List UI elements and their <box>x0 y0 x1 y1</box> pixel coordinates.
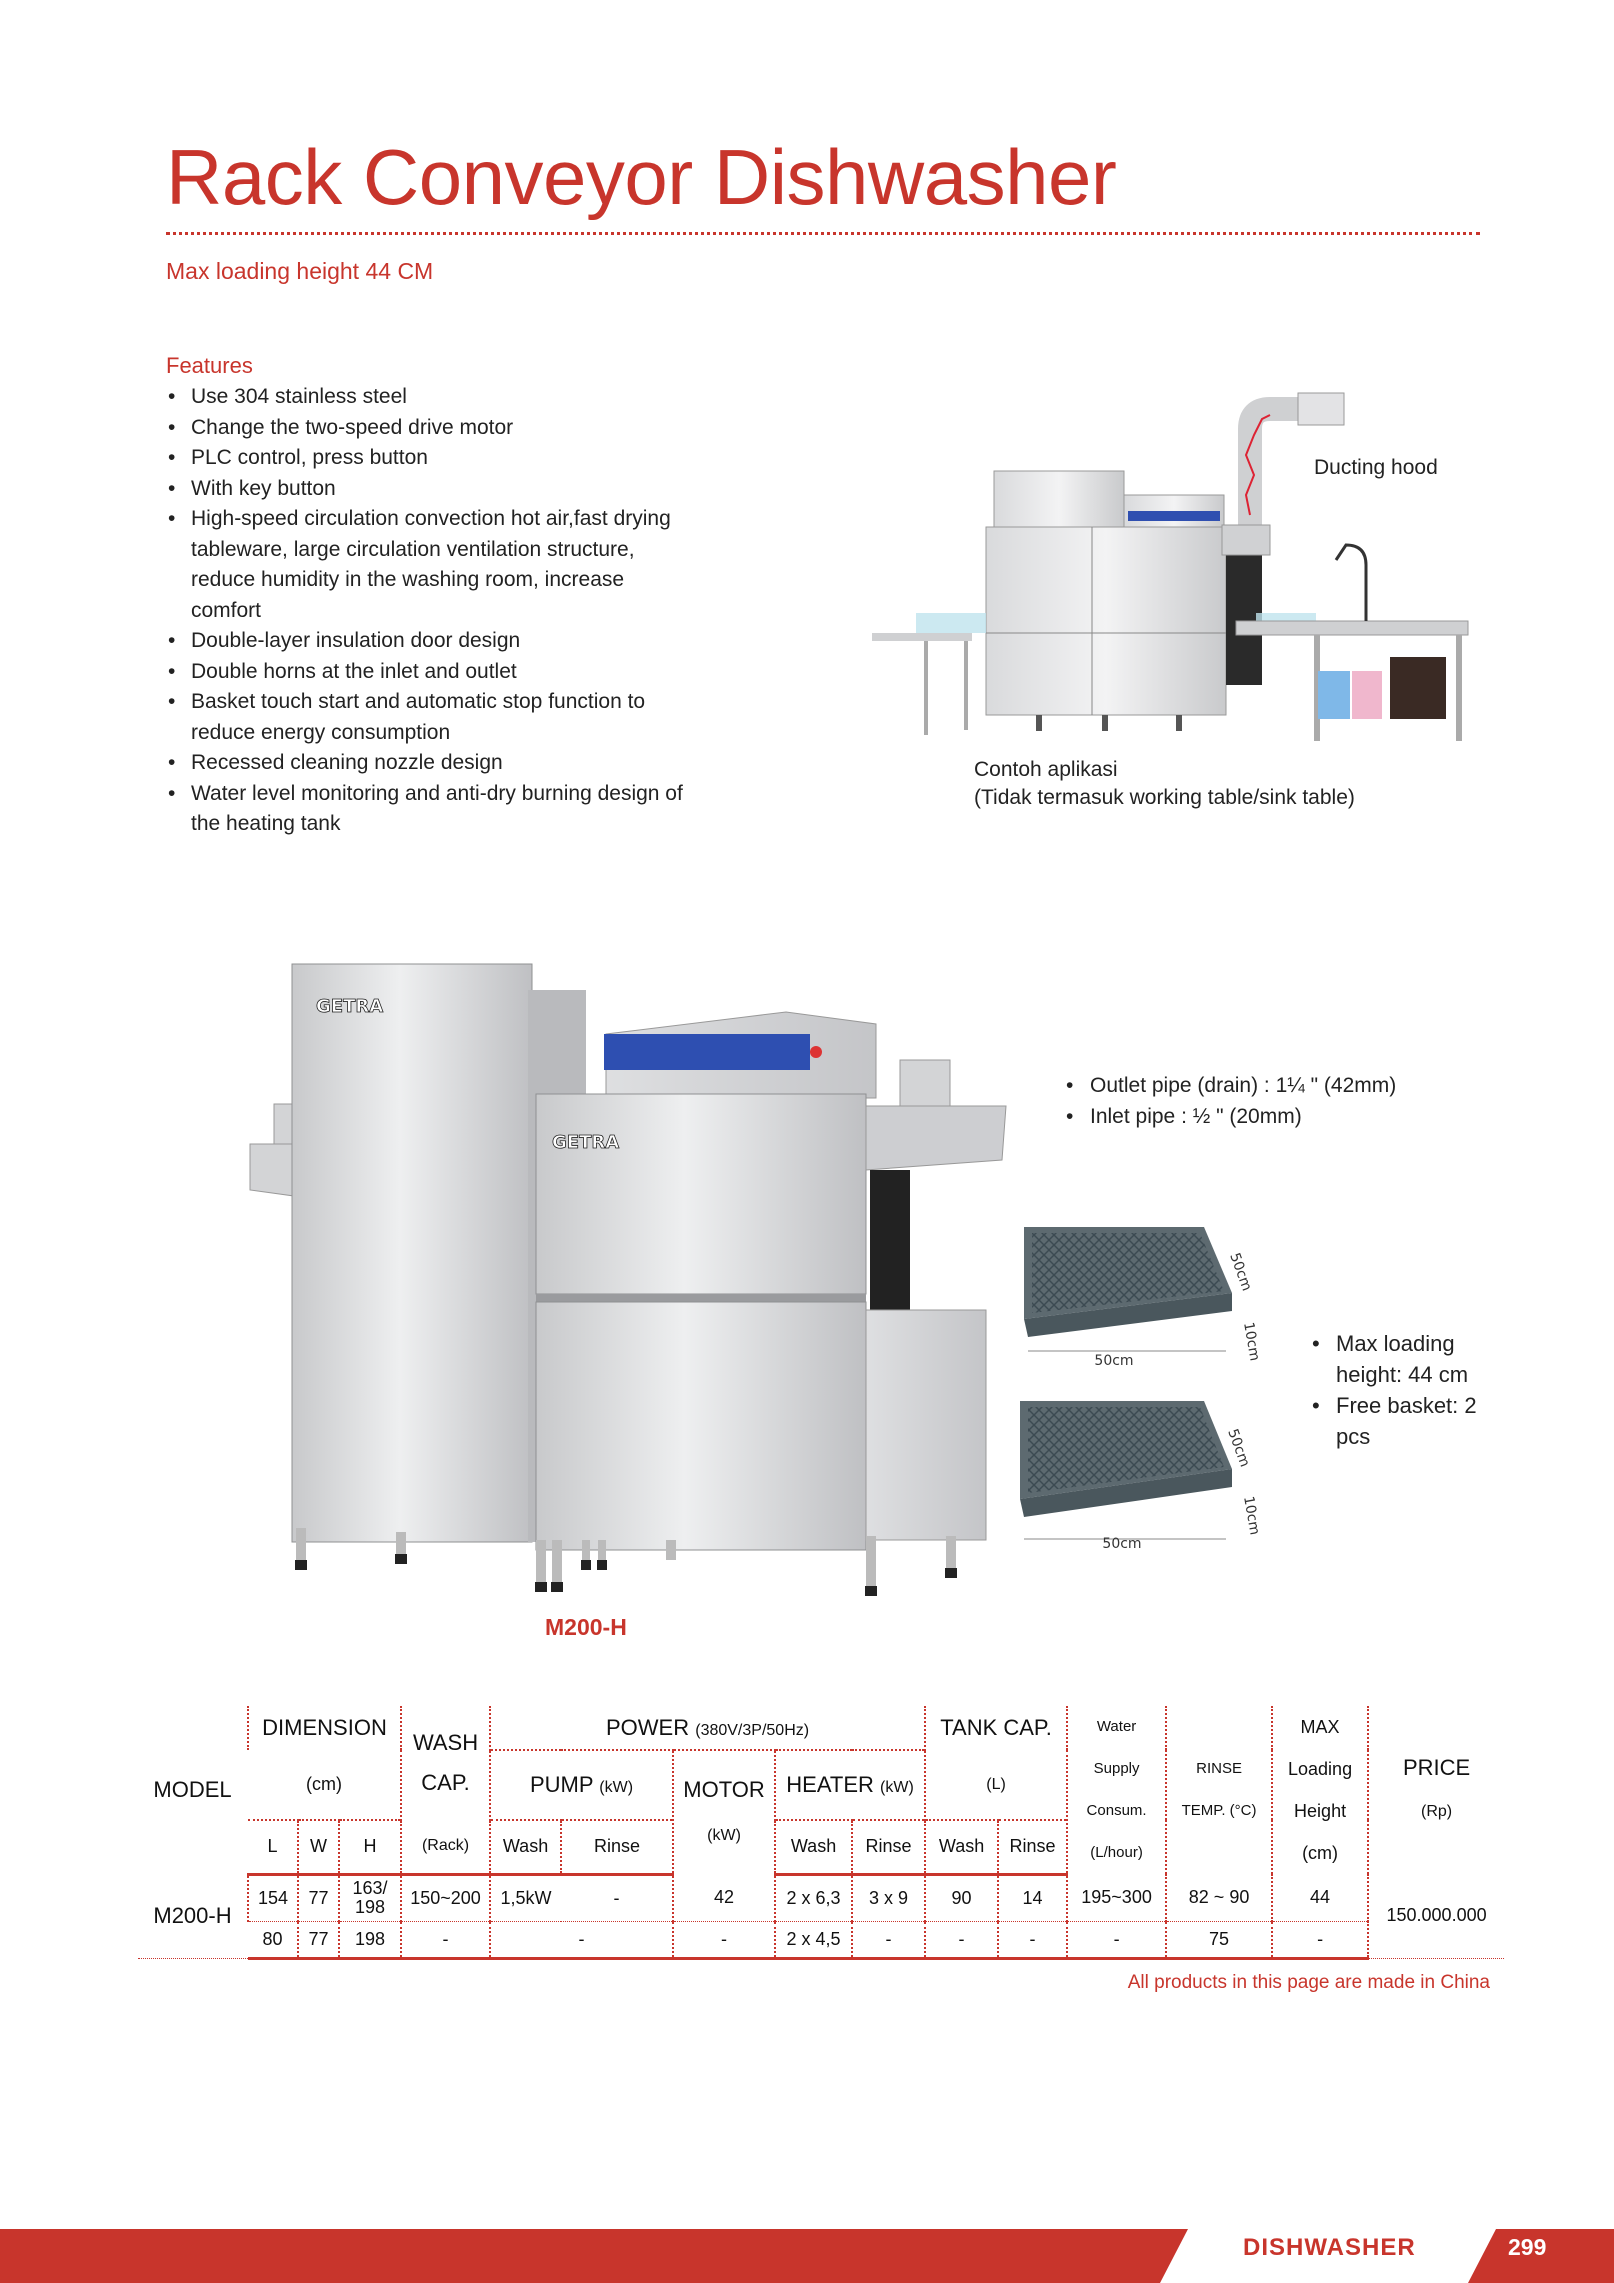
pipe-specs <box>1064 1070 1396 1132</box>
spec-table <box>138 1706 1504 1960</box>
th-pump-rinse: Rinse <box>561 1820 673 1874</box>
table-cell: - <box>401 1921 490 1958</box>
th-dimension-label: DIMENSION <box>262 1715 387 1740</box>
table-cell: - <box>490 1921 673 1958</box>
caption-line: Contoh aplikasi <box>974 758 1118 781</box>
feature-item: • Double horns at the inlet and outlet <box>166 657 686 688</box>
brand-logo: GETRA <box>316 996 384 1017</box>
table-cell: 3 x 9 <box>852 1874 925 1921</box>
made-in-note: All products in this page are made in China <box>1127 1972 1490 1993</box>
th-price-label: PRICE <box>1402 1755 1471 1780</box>
table-cell: - <box>673 1921 775 1958</box>
th-max-loading <box>1272 1706 1368 1874</box>
feature-item: • Recessed cleaning nozzle design <box>166 748 686 779</box>
application-illustration <box>866 385 1470 770</box>
feature-item: • Water level monitoring and anti-dry burning design of the heating tank <box>166 779 686 840</box>
feature-item: • Double-layer insulation door design <box>166 626 686 657</box>
th-w: W <box>298 1820 339 1874</box>
th-max-line: (cm) <box>1302 1843 1339 1863</box>
table-cell: 42 <box>673 1874 775 1921</box>
feature-item: • With key button <box>166 474 686 505</box>
caption-line: (Tidak termasuk working table/sink table) <box>974 786 1355 809</box>
basket-notes <box>1310 1328 1510 1452</box>
th-price <box>1368 1706 1504 1874</box>
basket-depth-label: 50cm <box>1226 1250 1255 1294</box>
th-power-unit: (380V/3P/50Hz) <box>695 1721 810 1739</box>
table-cell-price: 150.000.000 <box>1368 1874 1504 1958</box>
th-rinse-temp-line: RINSE <box>1196 1760 1242 1777</box>
table-cell: - <box>925 1921 998 1958</box>
basket-depth-label: 50cm <box>1224 1426 1253 1470</box>
th-pump-wash: Wash <box>490 1820 561 1874</box>
feature-item: • Use 304 stainless steel <box>166 382 686 413</box>
th-heater-rinse: Rinse <box>852 1820 925 1874</box>
th-price-unit: (Rp) <box>1421 1803 1453 1820</box>
th-h: H <box>339 1820 401 1874</box>
th-power-label: POWER <box>605 1714 690 1740</box>
th-wash-cap-label2: CAP. <box>421 1770 470 1795</box>
table-cell: 163/ 198 <box>339 1874 401 1921</box>
page-number: 299 <box>1508 2234 1547 2260</box>
table-cell: 150~200 <box>401 1874 490 1921</box>
table-cell: - <box>561 1874 673 1921</box>
th-wash-cap-unit: (Rack) <box>401 1820 490 1874</box>
th-max-line: Height <box>1294 1801 1347 1821</box>
th-heater-wash: Wash <box>775 1820 852 1874</box>
th-water-line: (L/hour) <box>1090 1844 1143 1861</box>
features-list <box>166 382 686 840</box>
page-title: Rack Conveyor Dishwasher <box>166 133 1117 221</box>
th-motor-label: MOTOR <box>683 1776 765 1802</box>
th-max-line: Loading <box>1288 1759 1353 1779</box>
basket-height-label: 10cm <box>1240 1320 1263 1363</box>
basket-width-label: 50cm <box>1094 1353 1134 1369</box>
th-tank-wash: Wash <box>925 1820 998 1874</box>
table-cell: 154 <box>248 1874 298 1921</box>
model-label: M200-H <box>545 1614 627 1640</box>
th-tank-unit: (L) <box>925 1750 1067 1820</box>
th-heater <box>775 1750 925 1820</box>
th-power <box>490 1706 925 1750</box>
th-motor <box>673 1750 775 1874</box>
th-l: L <box>248 1820 298 1874</box>
th-rinse-temp-line: TEMP. (°C) <box>1181 1802 1257 1819</box>
application-caption <box>974 756 1355 812</box>
table-cell: 198 <box>339 1921 401 1958</box>
th-motor-unit: (kW) <box>707 1826 741 1844</box>
th-pump-label: PUMP <box>530 1772 594 1797</box>
basket-note-item: • Max loading height: 44 cm <box>1310 1328 1510 1390</box>
table-cell: 44 <box>1272 1874 1368 1921</box>
brand-logo: GETRA <box>552 1132 620 1153</box>
th-model: MODEL <box>153 1777 232 1802</box>
features-heading: Features <box>166 353 253 378</box>
feature-item: • PLC control, press button <box>166 443 686 474</box>
ducting-hood-label: Ducting hood <box>1314 456 1438 479</box>
th-water-line: Consum. <box>1086 1802 1147 1819</box>
table-cell: 80 <box>248 1921 298 1958</box>
th-pump-unit: (kW) <box>599 1779 634 1796</box>
th-heater-unit: (kW) <box>880 1779 914 1796</box>
th-dimension-unit: (cm) <box>306 1774 342 1794</box>
pipe-spec-item: • Inlet pipe : ½ " (20mm) <box>1064 1101 1396 1132</box>
th-tank-rinse: Rinse <box>998 1820 1067 1874</box>
th-heater-label: HEATER <box>786 1772 874 1797</box>
basket-illustration <box>1004 1215 1278 1555</box>
th-water-line: Water <box>1096 1718 1137 1735</box>
th-tank-cap: TANK CAP. <box>925 1706 1067 1750</box>
table-cell: 1,5kW <box>490 1874 561 1921</box>
table-cell: 195~300 <box>1067 1874 1166 1921</box>
title-divider <box>166 232 1480 235</box>
basket-width-label: 50cm <box>1102 1536 1142 1552</box>
th-rinse-temp <box>1166 1706 1272 1874</box>
table-cell: 77 <box>298 1874 339 1921</box>
table-cell: - <box>852 1921 925 1958</box>
th-water-supply <box>1067 1706 1166 1874</box>
table-cell: 75 <box>1166 1921 1272 1958</box>
table-cell: 2 x 6,3 <box>775 1874 852 1921</box>
feature-item: • High-speed circulation convection hot air,fast drying tableware, large circulation ventilation structure, reduce humidity in the washing room, increase comfort <box>166 504 686 626</box>
table-cell: - <box>1067 1921 1166 1958</box>
feature-item: • Change the two-speed drive motor <box>166 413 686 444</box>
th-pump <box>490 1750 673 1820</box>
table-cell: 77 <box>298 1921 339 1958</box>
table-cell: 2 x 4,5 <box>775 1921 852 1958</box>
feature-item: • Basket touch start and automatic stop function to reduce energy consumption <box>166 687 686 748</box>
pipe-spec-item: • Outlet pipe (drain) : 1¼ " (42mm) <box>1064 1070 1396 1101</box>
table-cell: 90 <box>925 1874 998 1921</box>
th-max-line: MAX <box>1300 1717 1340 1737</box>
subtitle: Max loading height 44 CM <box>166 258 434 284</box>
footer-section-title: DISHWASHER <box>1243 2234 1416 2261</box>
product-image <box>246 960 1012 1616</box>
th-dimension <box>248 1706 401 1750</box>
th-wash-cap-label: WASH <box>412 1730 479 1755</box>
basket-note-item: • Free basket: 2 pcs <box>1310 1390 1510 1452</box>
table-cell-model: M200-H <box>138 1874 248 1958</box>
table-cell: - <box>998 1921 1067 1958</box>
table-cell: 82 ~ 90 <box>1166 1874 1272 1921</box>
th-wash-cap <box>401 1706 490 1820</box>
table-cell: 14 <box>998 1874 1067 1921</box>
th-water-line: Supply <box>1093 1760 1140 1777</box>
basket-height-label: 10cm <box>1240 1494 1263 1537</box>
table-cell: - <box>1272 1921 1368 1958</box>
